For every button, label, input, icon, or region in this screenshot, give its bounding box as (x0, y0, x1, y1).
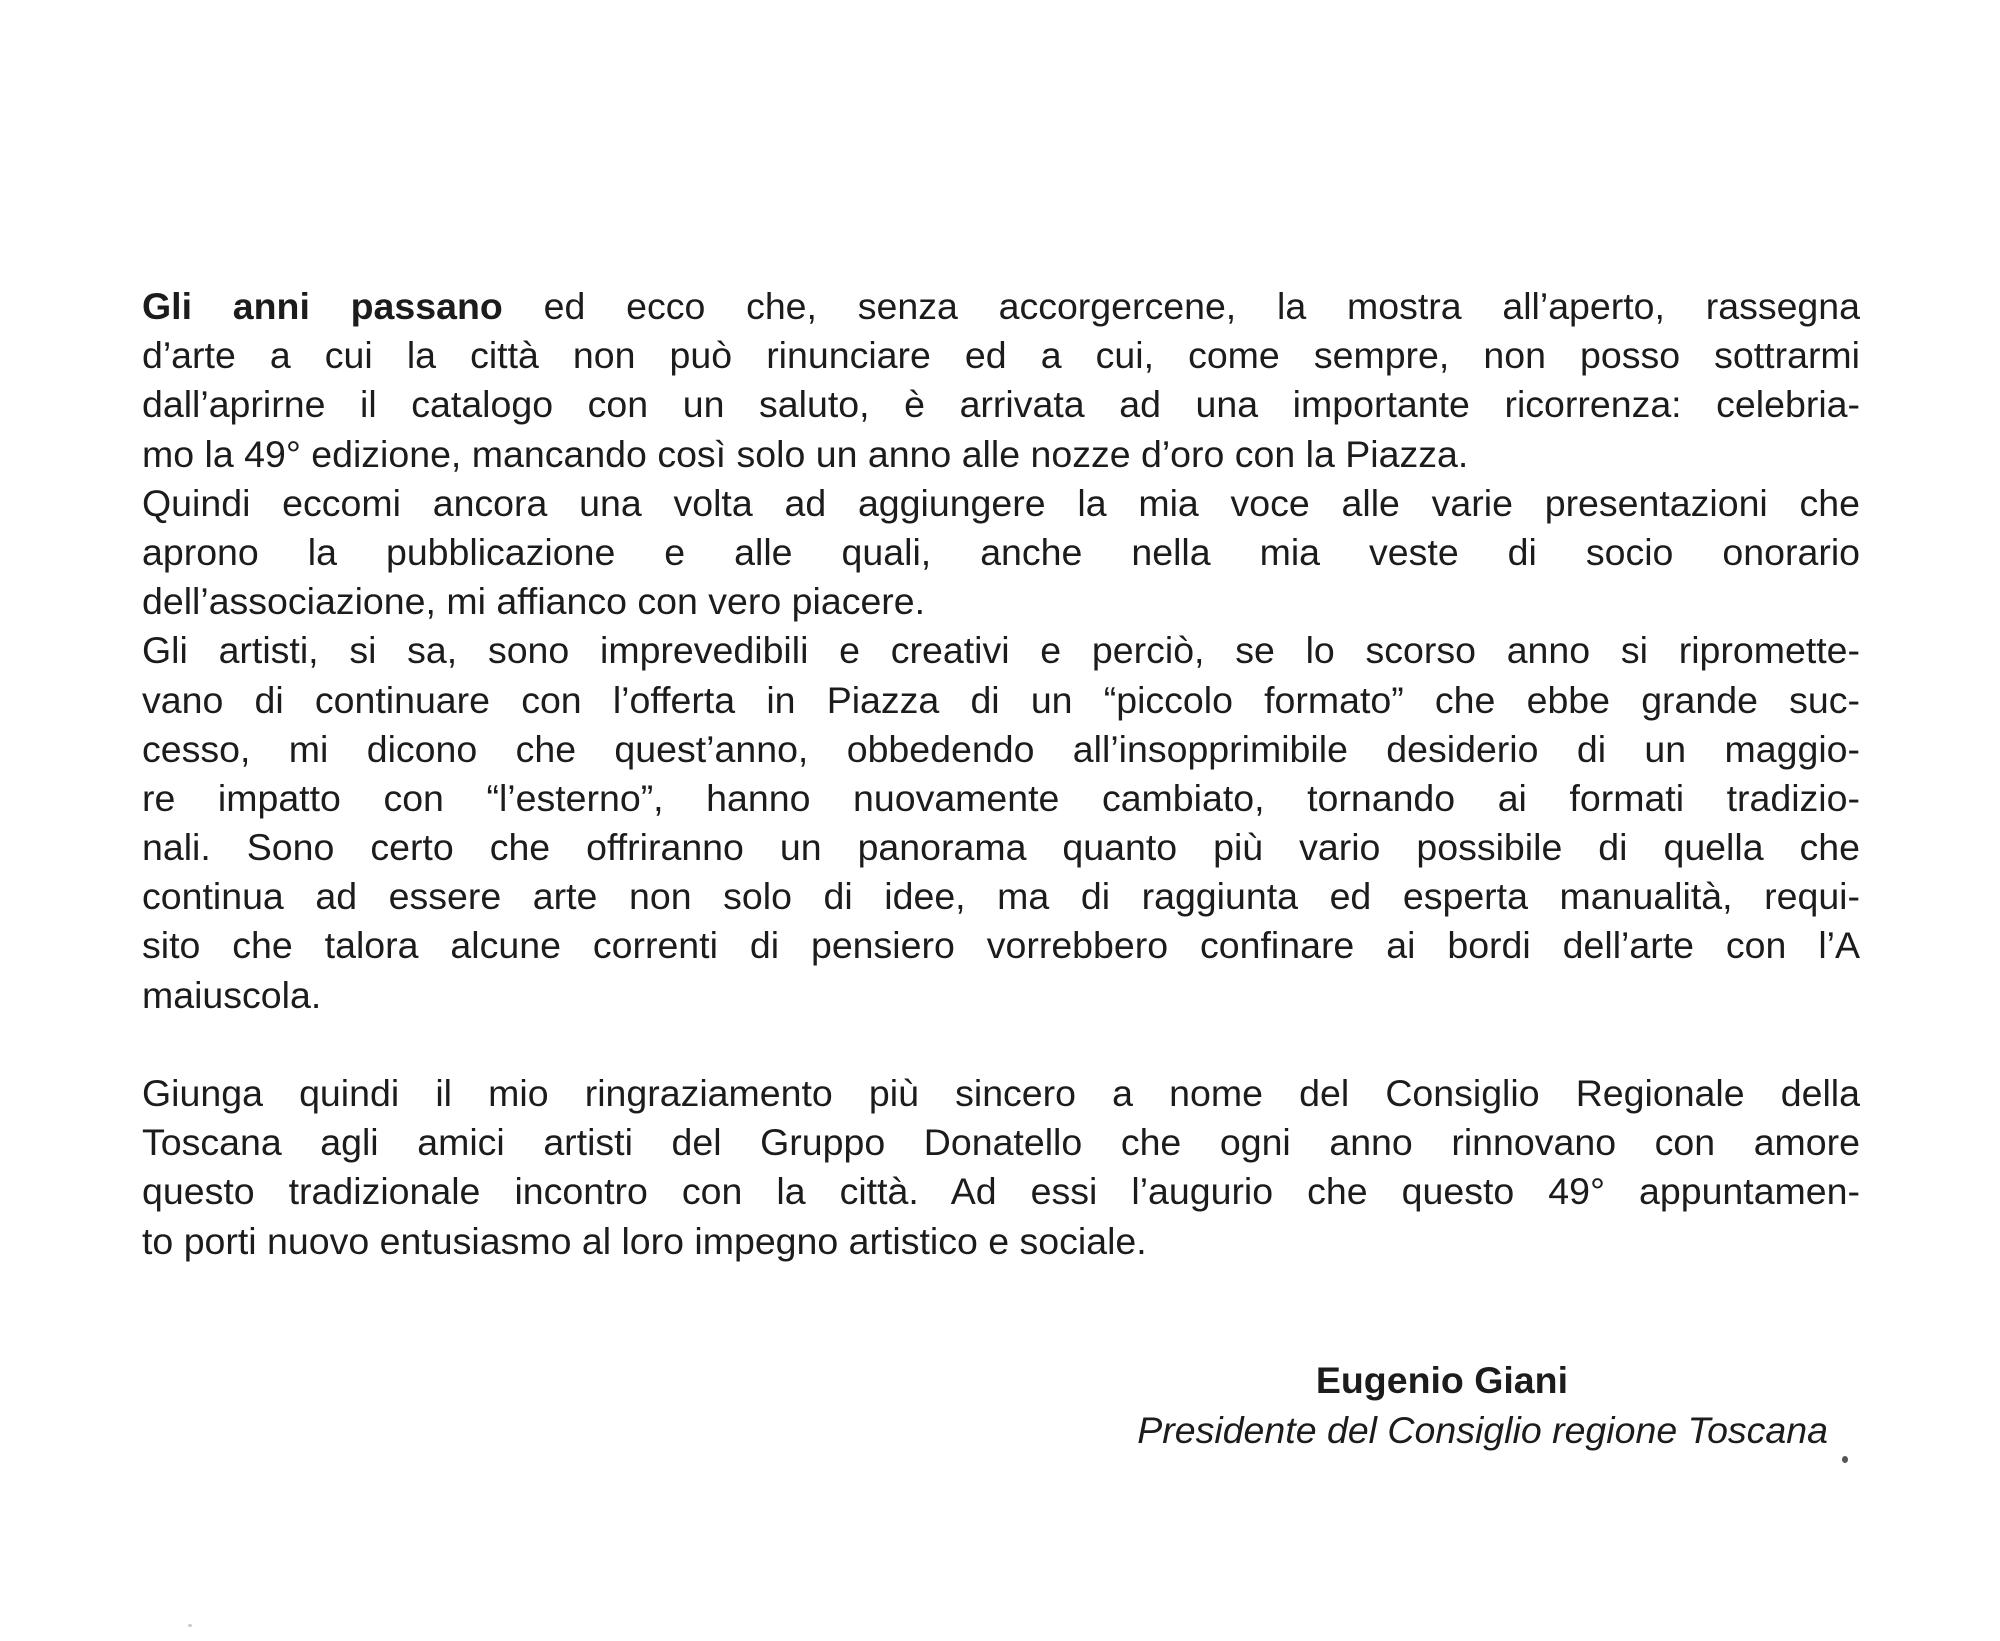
paragraph-3 (142, 626, 1860, 1020)
text-line: dell’associazione, mi affianco con vero piacere. (142, 580, 926, 623)
text-line: continua ad essere arte non solo di idee, ma di raggiunta ed esperta manualità, requi- (142, 875, 1860, 918)
text-line (142, 282, 1860, 331)
text-line: aprono la pubblicazione e alle quali, anche nella mia veste di socio onorario (142, 530, 1860, 573)
text-line: Quindi eccomi ancora una volta ad aggiungere la mia voce alle varie presentazioni che (142, 481, 1860, 524)
text-line: nali. Sono certo che offriranno un panorama quanto più vario possibile di quella che (142, 826, 1860, 869)
paragraph-1 (142, 282, 1860, 479)
text-line: sito che talora alcune correnti di pensiero vorrebbero confinare ai bordi dell’arte con l’A (142, 924, 1860, 967)
text-line: maiuscola. (142, 973, 322, 1016)
letter-body (142, 282, 1860, 1266)
text-line: vano di continuare con l’offerta in Piazza di un “piccolo formato” che ebbe grande suc- (142, 678, 1860, 721)
text-line: Toscana agli amici artisti del Gruppo Donatello che ogni anno rinnovano con amore (142, 1121, 1860, 1164)
lead-phrase: Gli anni passano (142, 285, 503, 327)
text-line: dall’aprirne il catalogo con un saluto, è arrivata ad una importante ricorrenza: celebria- (142, 383, 1860, 426)
paragraph-2 (142, 479, 1860, 627)
signatory-role: Presidente del Consiglio regione Toscana (1137, 1409, 1828, 1451)
text-fragment: ed ecco che, senza accorgercene, la mostra all’aperto, rassegna (502, 285, 1861, 327)
paragraph-spacer (142, 1020, 1860, 1069)
signatory-name: Eugenio Giani (1315, 1359, 1568, 1401)
ink-dot (1842, 1456, 1848, 1463)
signature-block (1137, 1355, 1828, 1455)
paper-speck (188, 1624, 192, 1627)
text-line: Gli artisti, si sa, sono imprevedibili e creativi e perciò, se lo scorso anno si ripromette- (142, 629, 1860, 672)
text-line: Giunga quindi il mio ringraziamento più sincero a nome del Consiglio Regionale della (142, 1072, 1860, 1114)
text-line: d’arte a cui la città non può rinunciare ed a cui, come sempre, non posso sottrarmi (142, 334, 1860, 377)
paragraph-4 (142, 1069, 1860, 1266)
text-line: mo la 49° edizione, mancando così solo un anno alle nozze d’oro con la Piazza. (142, 432, 1469, 475)
text-line: cesso, mi dicono che quest’anno, obbedendo all’insopprimibile desiderio di un maggio- (142, 727, 1860, 770)
text-line: to porti nuovo entusiasmo al loro impegno artistico e sociale. (142, 1219, 1147, 1262)
text-line: questo tradizionale incontro con la città. Ad essi l’augurio che questo 49° appuntamen- (142, 1170, 1860, 1213)
text-line: re impatto con “l’esterno”, hanno nuovamente cambiato, tornando ai formati tradizio- (142, 776, 1860, 819)
